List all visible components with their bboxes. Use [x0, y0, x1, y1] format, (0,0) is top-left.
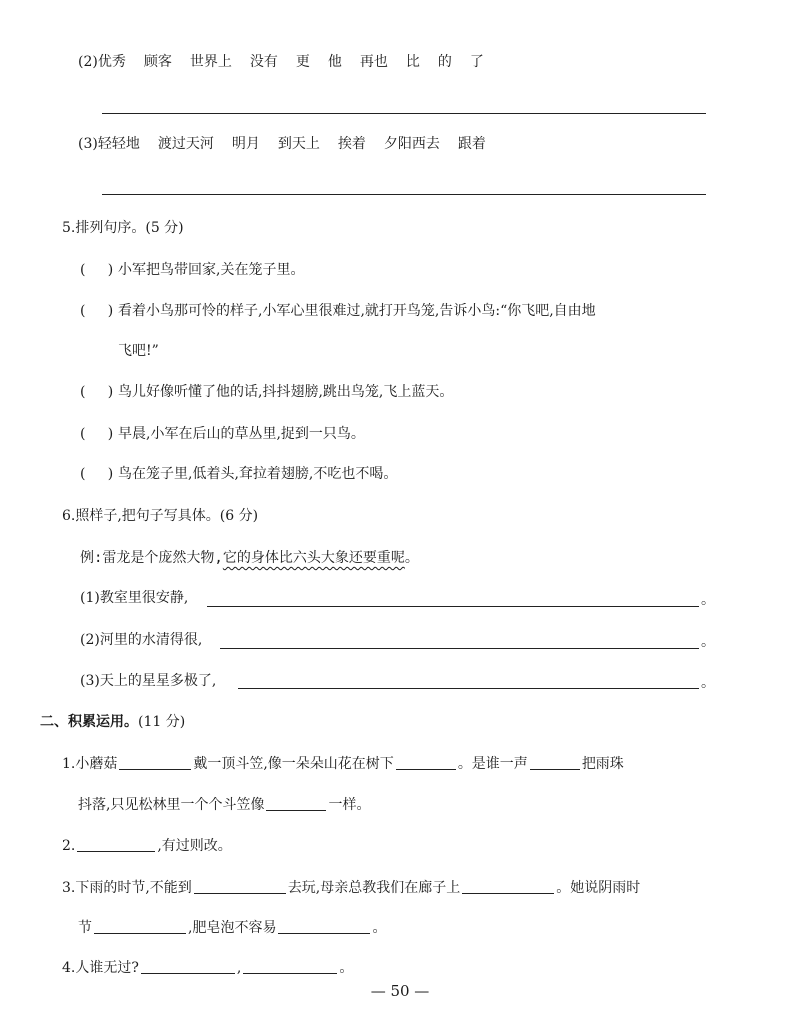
sentence-text: 鸟儿好像听懂了他的话,抖抖翅膀,跳出鸟笼,飞上蓝天。 [118, 384, 454, 400]
sentence-text: 早晨,小军在后山的草丛里,捉到一只鸟。 [118, 426, 365, 442]
section-score: (11 分) [138, 714, 186, 730]
order-blank[interactable]: ( ) [80, 384, 114, 400]
word-card: 了 [469, 54, 484, 70]
s2-q1-line2: 抖落,只见松林里一个个斗笠像 一样。 [78, 797, 371, 813]
word-card: 顾客 [143, 54, 172, 70]
word-card: 再也 [359, 54, 388, 70]
fill-blank[interactable] [266, 796, 326, 811]
sentence-text: 鸟在笼子里,低着头,耷拉着翅膀,不吃也不喝。 [118, 466, 398, 482]
word-card: 比 [405, 54, 420, 70]
period: 。 [701, 592, 715, 608]
order-blank[interactable]: ( ) [80, 426, 114, 442]
order-blank[interactable]: ( ) [80, 303, 114, 319]
s2-q3-line2: 节 ,肥皂泡不容易 。 [78, 920, 387, 936]
period: 。 [701, 634, 715, 650]
q5-title: 5.排列句序。(5 分) [62, 220, 184, 236]
section-2-heading [40, 712, 185, 732]
answer-line[interactable] [220, 648, 699, 649]
fill-blank[interactable] [396, 755, 456, 770]
q5-line-1 [80, 260, 304, 280]
word-card: 明月 [231, 136, 260, 152]
answer-line[interactable] [102, 113, 706, 114]
word-card: 优秀 [97, 54, 126, 70]
order-blank[interactable]: ( ) [80, 466, 114, 482]
word-card: 夕阳西去 [383, 136, 440, 152]
q6-title: 6.照样子,把句子写具体。(6 分) [62, 508, 259, 524]
q5-line-3 [80, 382, 453, 402]
q4-item-3 [78, 134, 504, 154]
word-card: 跟着 [457, 136, 486, 152]
fill-blank[interactable] [141, 959, 235, 974]
section-title: 二、积累运用。 [40, 714, 138, 730]
q6-example: 例:雷龙是个庞然大物,它的身体比六头大象还要重呢。 [80, 550, 419, 566]
sentence-text: 小军把鸟带回家,关在笼子里。 [118, 262, 305, 278]
word-card: 他 [327, 54, 342, 70]
q4-item-2 [78, 52, 502, 72]
fill-blank[interactable] [530, 755, 580, 770]
item-number: (3) [78, 136, 98, 152]
word-card: 挨着 [337, 136, 366, 152]
q5-line-2 [80, 301, 596, 321]
answer-line[interactable] [238, 688, 699, 689]
fill-blank[interactable] [243, 959, 337, 974]
q6-item-1: (1)教室里很安静, [80, 590, 189, 606]
q6-item-2: (2)河里的水清得很, [80, 632, 203, 648]
page-number: — 50 — [370, 982, 430, 1000]
answer-line[interactable] [102, 194, 706, 195]
word-card: 渡过天河 [157, 136, 214, 152]
sentence-text: 看着小鸟那可怜的样子,小军心里很难过,就打开鸟笼,告诉小鸟:“你飞吧,自由地 [118, 303, 596, 319]
q5-line-5 [80, 464, 397, 484]
word-card: 更 [295, 54, 310, 70]
word-card: 轻轻地 [97, 136, 140, 152]
period: 。 [701, 675, 715, 691]
example-underlined-text: 它的身体比六头大象还要重呢 [222, 550, 405, 566]
q5-line-2-cont: 飞吧!” [118, 343, 159, 359]
answer-line[interactable] [207, 606, 699, 607]
order-blank[interactable]: ( ) [80, 262, 114, 278]
word-card: 到天上 [277, 136, 320, 152]
fill-blank[interactable] [119, 755, 191, 770]
fill-blank[interactable] [94, 919, 186, 934]
fill-blank[interactable] [278, 919, 370, 934]
fill-blank[interactable] [462, 879, 554, 894]
s2-q2: 2. ,有过则改。 [62, 838, 232, 854]
q6-item-3: (3)天上的星星多极了, [80, 673, 217, 689]
fill-blank[interactable] [77, 837, 155, 852]
s2-q1-line1: 1.小蘑菇 戴一顶斗笠,像一朵朵山花在树下 。是谁一声 把雨珠 [62, 756, 624, 772]
item-number: (2) [78, 54, 98, 70]
s2-q3-line1: 3.下雨的时节,不能到 去玩,母亲总教我们在廊子上 。她说阴雨时 [62, 880, 641, 896]
fill-blank[interactable] [194, 879, 286, 894]
word-card: 没有 [249, 54, 278, 70]
s2-q4: 4.人谁无过? , 。 [62, 960, 354, 976]
word-card: 世界上 [189, 54, 232, 70]
q5-line-4 [80, 424, 365, 444]
word-card: 的 [437, 54, 452, 70]
